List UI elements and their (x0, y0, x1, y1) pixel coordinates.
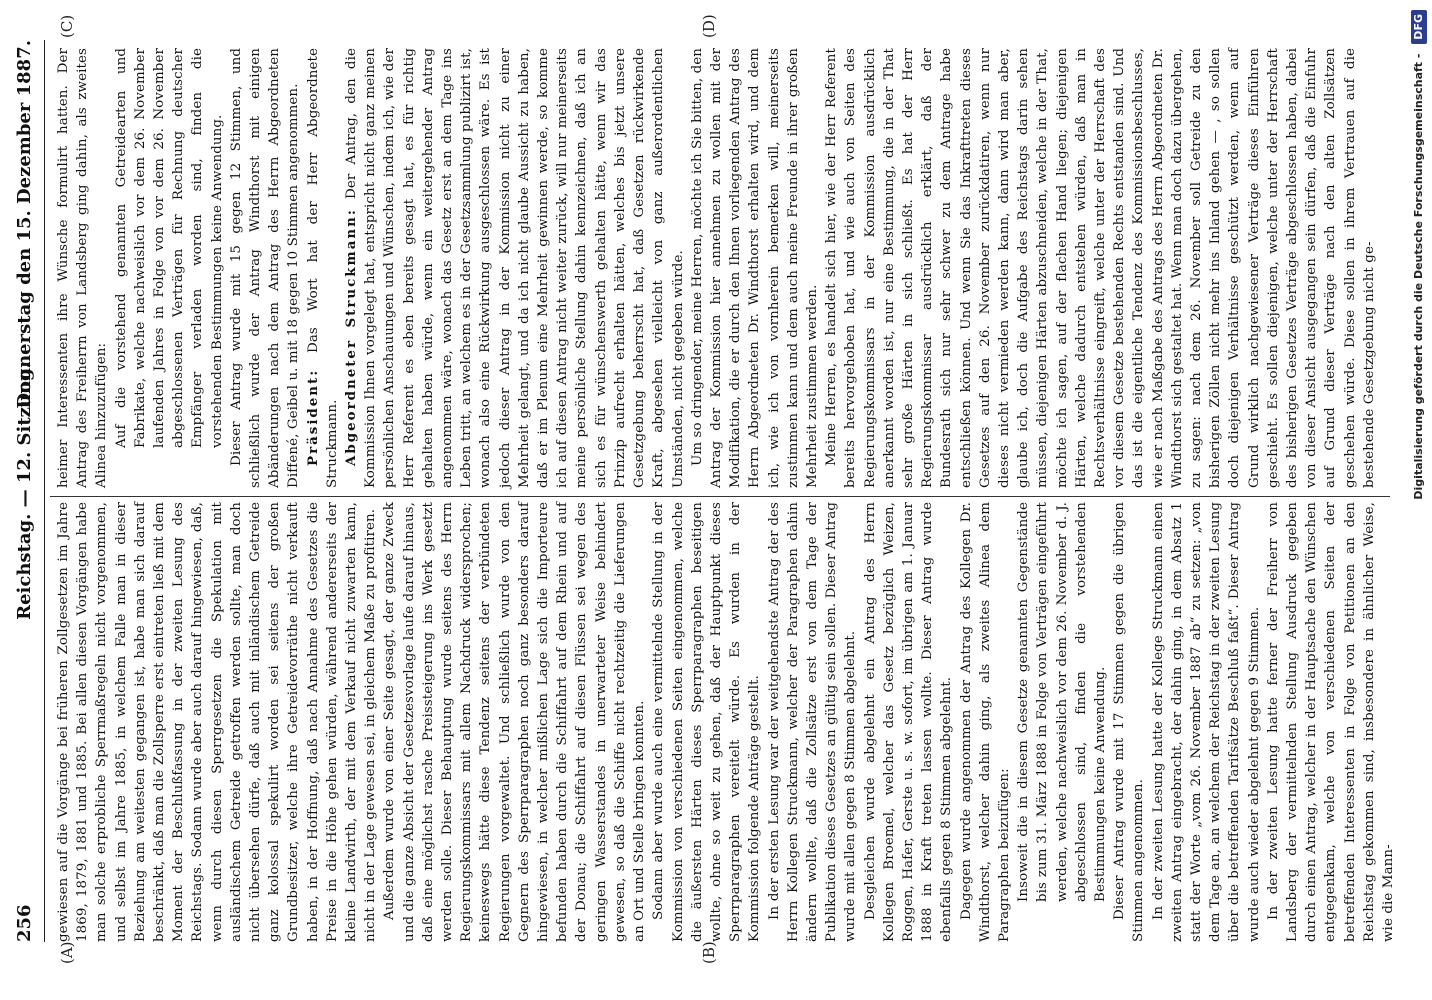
left-column (54, 502, 1397, 942)
credit-text: Digitalisierung gefördert durch die Deutsche Forschungsgemeinschaft - (1412, 53, 1425, 500)
speaker-text: Der Antrag, den die Kommission Ihnen vorgelegt hat, entspricht nicht ganz meinen persönlichen Anschauungen und Wünschen, indem ich, wie der Herr Referent es eben bereits gesagt hat, es für richtig gehalten haben würde, wenn ein weitergehender Antrag angenommen wäre, wonach das Gesetz erst an dem Tage ins Leben tritt, an welchem es in der Gesetzsammlung publizirt ist, wonach also eine Rückwirkung ausgeschlossen wäre. Es ist jedoch dieser Antrag in der Kommission nicht zu einer Mehrheit gelangt, und da ich nicht glaube Aussicht zu haben, daß er im Plenum eine Mehrheit gewinnen werde, so komme ich auf diesen Antrag nicht weiter zurück, will nur meinerseits meine persönliche Stellung dahin kennzeichnen, daß ich an sich es für wünschenswerth gehalten hätte, wenn wir das Prinzip aufrecht erhalten hätten, welches bis jetzt unsere Gesetzgebung beherrscht hat, daß Gesetzen rückwirkende Kraft, abgesehen vielleicht von ganz außerordentlichen Umständen, nicht gegeben würde. (344, 47, 686, 488)
president-text: Das Wort hat der Herr Abgeordnete Struckmann. (305, 47, 340, 488)
paragraph: In der ersten Lesung war der weitgehendste Antrag der des Herrn Kollegen Struckmann, welcher der Paragraphen dahin ändern wollte, daß die Zollsätze erst von dem Tage der Publikation dieses Gesetzes an gültig sein sollen. Dieser Antrag wurde mit allen gegen 8 Stimmen abgelehnt. (766, 502, 859, 942)
paragraph: Meine Herren, es handelt sich hier, wie der Herr Referent bereits hervorgehoben hat, und wie auch von Seiten des Regierungskommissars in der Kommission ausdrücklich anerkannt worden ist, nur eine Bestimmung, die in der That sehr große Härten in sich schließt. Es hat der Herr Regierungskommissar ausdrücklich erklärt, daß der Bundesrath sich nur sehr schwer zu dem Antrage habe entschließen können. Und wenn Sie das Inkrafttreten dieses Gesetzes auf den 26. November zurückdatiren, wenn nur dieses nicht vermieden werden kann, dann wird man aber, glaube ich, doch die Aufgabe des Reichstags darin sehen müssen, diejenigen Härten abzuschneiden, welche in der That, möchte ich sagen, auf der flachen Hand liegen; diejenigen Härten, welche dadurch entstehen würden, daß man in Rechtsverhältnisse eingreift, welche unter der Herrschaft des vor diesem Gesetze bestehenden Rechts entstanden sind. Und das ist die eigentliche Tendenz des Kommissionsbeschlusses, wie er nach Maßgabe des Antrags des Herrn Abgeordneten Dr. Windthorst sich gestaltet hat. Wenn man doch dazu übergehen, zu sagen: nach dem 26. November soll Getreide zu den bisherigen Zöllen nicht mehr ins Inland gehen — , so sollen doch diejenigen Verhältnisse geschützt werden, wenn auf Grund wirklich nachgewiesener Verträge dieses Einführen geschieht. Es sollen diejenigen, welche unter der Herrschaft des bisherigen Gesetzes Verträge abgeschlossen haben, dabei von dieser Ansicht ausgegangen sein dürfen, daß die Einfuhr auf Grund dieser Verträge nach den alten Zollsätzen geschehen würde. Diese sollen in ihrem Vertrauen auf die bestehende Gesetzgebung nicht ge- (824, 48, 1377, 488)
paragraph: heimer Interessenten ihre Wünsche formulirt hatten. Der Antrag des Freiherrn von Landsberg ging dahin, als zweites Alinea hinzuzufügen: (56, 48, 110, 488)
digitization-credit (1404, 10, 1430, 990)
paragraph: Desgleichen wurde abgelehnt ein Antrag des Herrn Kollegen Broemel, welcher das Gesetz bezüglich Weizen, Roggen, Hafer, Gerste u. s. w. sofort, im übrigen am 1. Januar 1888 in Kraft treten lassen wollte. Dieser Antrag wurde ebenfalls gegen 8 Stimmen abgelehnt. (862, 502, 955, 942)
paragraph: Dieser Antrag wurde mit 17 Stimmen gegen die übrigen Stimmen angenommen. (1112, 502, 1147, 942)
paragraph: In der zweiten Lesung hatte ferner der Freiherr von Landsberg der vermittelnden Stellung Ausdruck gegeben durch einen Antrag, welcher in der Hauptsache den Wünschen entgegenkam, welche von verschiedenen Seiten der betreffenden Interessenten in Folge von Petitionen an den Reichstag gekommen sind, insbesondere in ähnlicher Weise, wie die Mann- (1265, 502, 1397, 942)
quoted-amendment: Insoweit die in diesem Gesetze genannten Gegenstände bis zum 31. März 1888 in Folge von Verträgen eingeführt werden, welche nachweislich vor dem 26. November d. J. abgeschlossen sind, finden die vorstehenden Bestimmungen keine Anwendung. (1016, 502, 1108, 902)
margin-marker-d: (D) (700, 14, 718, 38)
header-title: Reichstag. — 12. Sitzung. (14, 362, 35, 620)
paragraph: gewiesen auf die Vorgänge bei früheren Zollgesetzen im Jahre 1869, 1879, 1881 und 1885. Bei allen diesen Vorgängen habe man solche erprobliche Sperrmaßregeln nicht vorgenommen, und selbst im Jahre 1885, in welchem Falle man in dieser Beziehung am weitesten gegangen ist, habe man sich darauf beschränkt, daß man die Zollsperre erst eintreten ließ mit dem Moment der Beschlußfassung in der zweiten Lesung des Reichstags. Sodann wurde aber auch darauf hingewiesen, daß, wenn durch diesen Sperrgesetzen die Spekulation mit ausländischem Getreide getroffen werden sollte, man doch nicht übersehen dürfe, daß auch mit inländischem Getreide ganz kolossal spekulirt worden sei seitens der großen Grundbesitzer, welche ihre Getreidevorräthe nicht verkauft haben, in der Hoffnung, daß nach Annahme des Gesetzes die Preise in die Höhe gehen würden, während andererseits der kleine Landwirth, der mit dem Verkauf nicht zuwarten kann, nicht in der Lage gewesen sei, in gleichem Maße zu profitiren. (56, 502, 379, 942)
paragraph: Sodann aber wurde auch eine vermittelnde Stellung in der Kommission von verschiedenen Seiten eingenommen, welche die äußersten Härten dieses Sperrparagraphen beseitigen wollte, ohne so weit zu gehen, daß der Hauptpunkt dieses Sperrparagraphen vereitelt würde. Es wurden in der Kommission folgende Anträge gestellt. (651, 502, 763, 942)
running-head (8, 40, 45, 942)
column-divider (50, 496, 1390, 497)
paragraph: In der zweiten Lesung hatte der Kollege Struckmann einen zweiten Antrag eingebracht, der dahin ging, in dem Absatz 1 statt der Worte „vom 26. November 1887 ab“ zu setzen: „von dem Tage an, an welchem der Reichstag in der zweiten Lesung über die betreffenden Tarifsätze Beschluß faßt“. Dieser Antrag wurde auch wieder abgelehnt gegen 9 Stimmen. (1150, 502, 1262, 942)
margin-marker-b: (B) (700, 941, 718, 964)
paragraph: Um so dringender, meine Herren, möchte ich Sie bitten, den Antrag der Kommission hier annehmen zu wollen mit der Modifikation, die er durch den Ihnen vorliegenden Antrag des Herrn Abgeordneten Dr. Windthorst erhalten wird, und dem ich, wie ich von vornherein bemerken will, meinerseits zustimmen kann und dem auch meine Freunde in ihrer großen Mehrheit zustimmen werden. (689, 48, 820, 488)
president-label: Präsident: (304, 368, 321, 466)
paragraph: Außerdem wurde von einer Seite gesagt, der ganze Zweck und die ganze Absicht der Gesetzesvorlage laufe darauf hinaus, daß eine möglichst rasche Preissteigerung ins Werk gesetzt werden solle. Dieser Behauptung wurde seitens des Herrn Regierungskommissars mit allem Nachdruck widersprochen; keineswegs hätte diese Tendenz seitens der verbündeten Regierungen vorgewaltet. Und schließlich wurde von den Gegnern des Sperrparagraphen noch ganz besonders darauf hingewiesen, in welcher mißlichen Lage sich die Importeure befunden haben durch die Schiffahrt auf dem Rhein und auf der Donau; die Schiffahrt auf diesen Flüssen sei wegen des geringen Wasserstandes in unerwarteter Weise behindert gewesen, so daß die Schiffe nicht rechtzeitig die Lieferungen an Ort und Stelle bringen konnten. (382, 502, 648, 942)
dfg-logo: DFG (1411, 10, 1427, 44)
margin-marker-c: (C) (58, 14, 76, 38)
paragraph: Dieser Antrag wurde mit 15 gegen 12 Stimmen, und schließlich wurde der Antrag Windthorst mit einigen Abänderungen nach dem Antrag des Herrn Abgeordneten Diffené, Geibel u. mit 18 gegen 10 Stimmen angenommen. (228, 48, 302, 488)
speaker-label: Abgeordneter Struckmann: (343, 208, 360, 466)
quoted-amendment: Auf die vorstehend genannten Getreidearten und Fabrikate, welche nachweislich vor dem 26. November laufenden Jahres in Folge von vor dem 26. November abgeschlossenen Verträgen für Rechnung deutscher Empfänger verladen worden sind, finden die vorstehenden Bestimmungen keine Anwendung. (113, 48, 225, 448)
page-number: 256 (14, 904, 35, 942)
right-column (54, 48, 1384, 488)
header-date: Donnerstag den 15. Dezember 1887. (14, 40, 35, 409)
margin-marker-a: (A) (58, 941, 76, 964)
paragraph: Dagegen wurde angenommen der Antrag des Kollegen Dr. Windthorst, welcher dahin ging, als zweites Alinea dem Paragraphen beizufügen: (958, 502, 1012, 942)
